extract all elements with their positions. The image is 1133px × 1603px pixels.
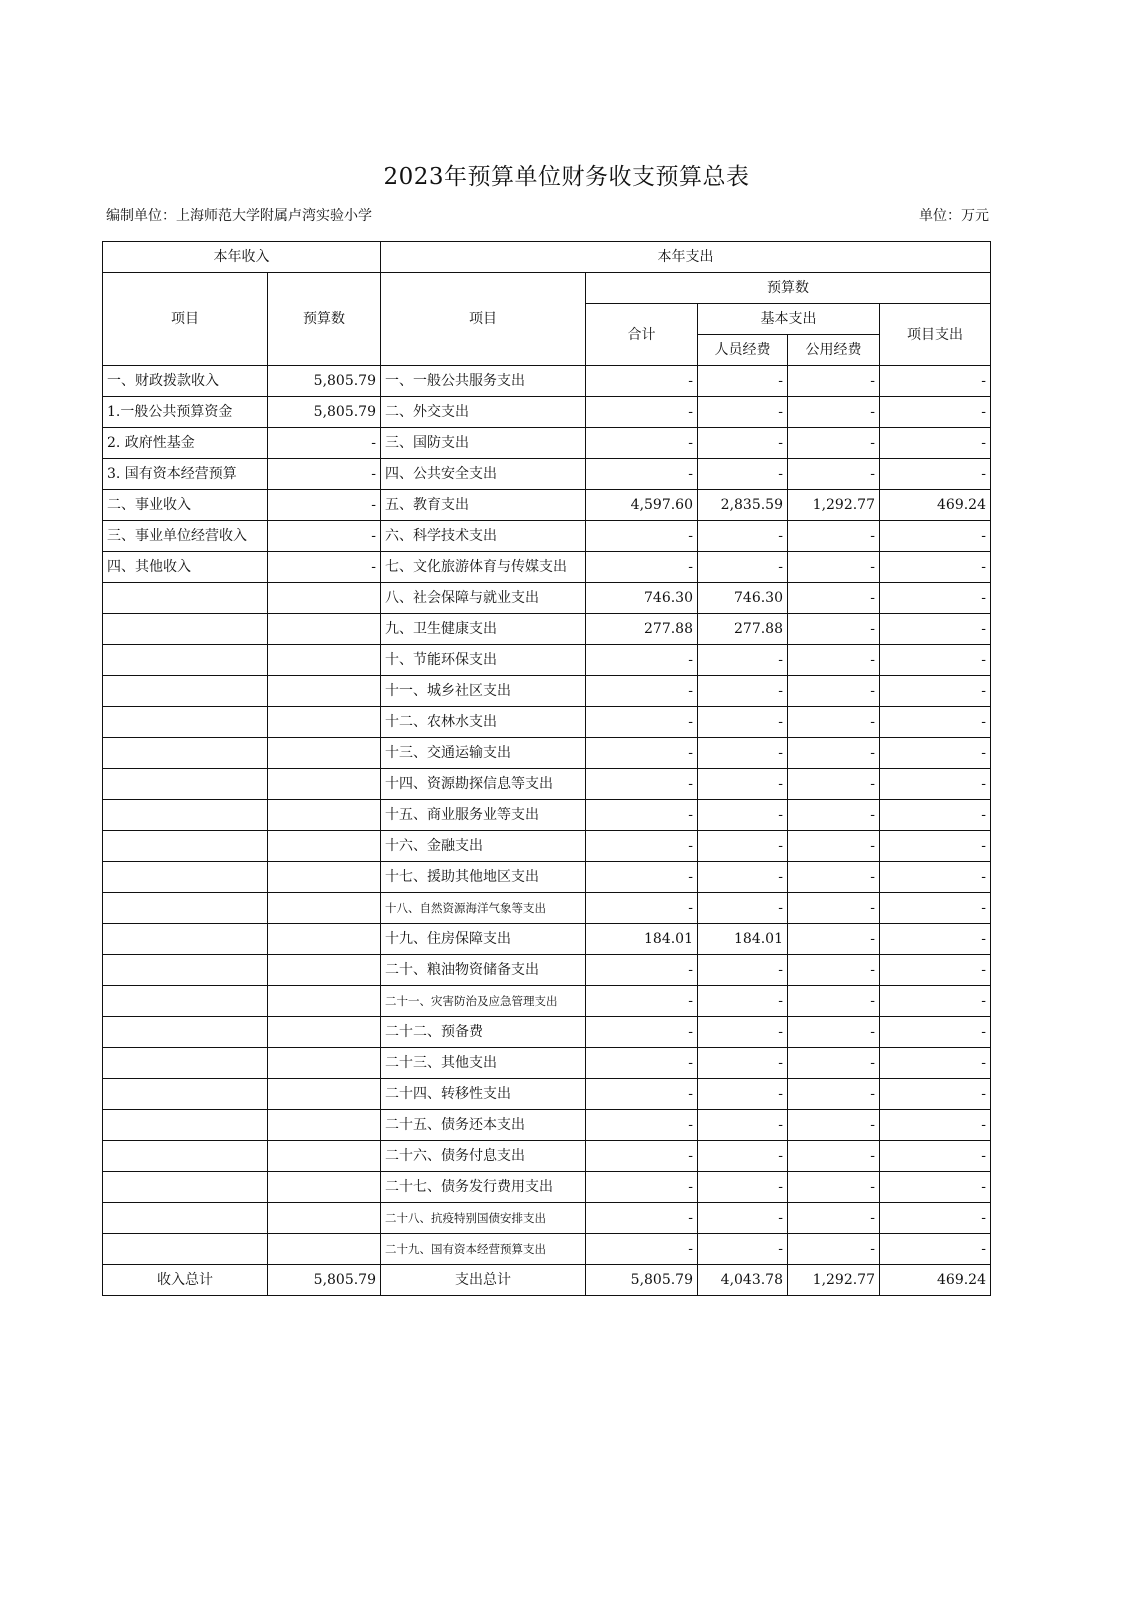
income-value-cell (268, 707, 381, 738)
personnel-cell: - (698, 521, 788, 552)
table-row (103, 366, 991, 397)
income-total-value: 5,805.79 (268, 1265, 381, 1296)
income-item-cell: 一、财政拨款收入 (103, 366, 268, 397)
table-row (103, 738, 991, 769)
total-cell: - (586, 893, 698, 924)
income-value-cell (268, 1234, 381, 1265)
income-item-cell (103, 893, 268, 924)
total-cell: 277.88 (586, 614, 698, 645)
total-cell: - (586, 1172, 698, 1203)
project-cell: - (880, 738, 991, 769)
project-cell: 469.24 (880, 490, 991, 521)
expense-item-cell: 十一、城乡社区支出 (381, 676, 586, 707)
income-value-cell (268, 1079, 381, 1110)
income-value-cell (268, 800, 381, 831)
public-cell: - (788, 862, 880, 893)
income-value-cell: - (268, 490, 381, 521)
income-total-label: 收入总计 (103, 1265, 268, 1296)
table-row (103, 614, 991, 645)
income-value-cell: 5,805.79 (268, 397, 381, 428)
total-cell: - (586, 1203, 698, 1234)
expense-item-cell: 十四、资源勘探信息等支出 (381, 769, 586, 800)
expense-total-value: 5,805.79 (586, 1265, 698, 1296)
income-item-cell (103, 800, 268, 831)
total-cell: - (586, 1234, 698, 1265)
currency-unit: 单位：万元 (919, 208, 989, 224)
personnel-cell: 2,835.59 (698, 490, 788, 521)
project-cell: - (880, 1048, 991, 1079)
table-row (103, 1141, 991, 1172)
project-cell: - (880, 986, 991, 1017)
project-cell: - (880, 459, 991, 490)
project-cell: - (880, 1141, 991, 1172)
personnel-cell: - (698, 1017, 788, 1048)
personnel-cell: - (698, 676, 788, 707)
expense-item-cell: 九、卫生健康支出 (381, 614, 586, 645)
public-cell: - (788, 1203, 880, 1234)
project-cell: - (880, 366, 991, 397)
income-value-cell (268, 738, 381, 769)
table-row (103, 986, 991, 1017)
total-cell: - (586, 428, 698, 459)
project-cell: - (880, 552, 991, 583)
income-budget-header: 预算数 (268, 273, 381, 366)
expense-item-cell: 三、国防支出 (381, 428, 586, 459)
income-value-cell (268, 986, 381, 1017)
table-row (103, 1234, 991, 1265)
personnel-cell: - (698, 707, 788, 738)
public-cell: - (788, 645, 880, 676)
total-cell: - (586, 707, 698, 738)
expense-item-cell: 一、一般公共服务支出 (381, 366, 586, 397)
personnel-cell: - (698, 1203, 788, 1234)
total-cell: - (586, 955, 698, 986)
expense-total-label: 支出总计 (381, 1265, 586, 1296)
total-cell: - (586, 552, 698, 583)
expense-item-cell: 二十四、转移性支出 (381, 1079, 586, 1110)
total-cell: - (586, 645, 698, 676)
page-title: 2023年预算单位财务收支预算总表 (383, 164, 750, 190)
personnel-cell: - (698, 986, 788, 1017)
personnel-cell: 277.88 (698, 614, 788, 645)
personnel-cell: - (698, 1079, 788, 1110)
budget-table (102, 241, 991, 1296)
table-row (103, 955, 991, 986)
total-cell: - (586, 1079, 698, 1110)
personnel-cell: - (698, 366, 788, 397)
table-row (103, 707, 991, 738)
income-item-cell: 二、事业收入 (103, 490, 268, 521)
project-cell: - (880, 862, 991, 893)
personnel-cell: - (698, 862, 788, 893)
table-row (103, 1172, 991, 1203)
income-item-cell: 三、事业单位经营收入 (103, 521, 268, 552)
personnel-cell: - (698, 893, 788, 924)
expense-item-cell: 七、文化旅游体育与传媒支出 (381, 552, 586, 583)
personnel-cell: - (698, 769, 788, 800)
project-cell: - (880, 676, 991, 707)
project-cell: - (880, 831, 991, 862)
table-row (103, 397, 991, 428)
table-row (103, 862, 991, 893)
total-cell: - (586, 1110, 698, 1141)
income-value-cell (268, 862, 381, 893)
total-cell: - (586, 769, 698, 800)
table-row (103, 1017, 991, 1048)
income-item-cell (103, 1110, 268, 1141)
public-cell: 1,292.77 (788, 490, 880, 521)
income-item-cell (103, 676, 268, 707)
income-value-cell (268, 893, 381, 924)
public-cell: - (788, 583, 880, 614)
public-cell: - (788, 428, 880, 459)
expense-item-cell: 二、外交支出 (381, 397, 586, 428)
table-row (103, 676, 991, 707)
public-cell: - (788, 614, 880, 645)
income-value-cell: - (268, 459, 381, 490)
public-cell: - (788, 397, 880, 428)
total-cell: - (586, 800, 698, 831)
personnel-cell: - (698, 552, 788, 583)
table-row (103, 490, 991, 521)
compiling-unit: 编制单位：上海师范大学附属卢湾实验小学 (106, 208, 372, 224)
personnel-cell: - (698, 1110, 788, 1141)
expense-item-cell: 八、社会保障与就业支出 (381, 583, 586, 614)
project-expense-header: 项目支出 (880, 304, 991, 366)
public-total-value: 1,292.77 (788, 1265, 880, 1296)
income-value-cell (268, 1048, 381, 1079)
income-item-cell (103, 769, 268, 800)
personnel-header: 人员经费 (698, 335, 788, 366)
personnel-cell: - (698, 955, 788, 986)
income-value-cell (268, 1172, 381, 1203)
project-cell: - (880, 614, 991, 645)
personnel-cell: - (698, 397, 788, 428)
personnel-cell: 746.30 (698, 583, 788, 614)
public-header: 公用经费 (788, 335, 880, 366)
income-item-cell (103, 583, 268, 614)
income-value-cell (268, 645, 381, 676)
total-cell: - (586, 738, 698, 769)
project-cell: - (880, 769, 991, 800)
expense-item-cell: 十五、商业服务业等支出 (381, 800, 586, 831)
public-cell: - (788, 521, 880, 552)
income-value-cell (268, 1110, 381, 1141)
personnel-cell: - (698, 738, 788, 769)
income-item-cell: 四、其他收入 (103, 552, 268, 583)
expense-item-cell: 十六、金融支出 (381, 831, 586, 862)
expense-item-cell: 十七、援助其他地区支出 (381, 862, 586, 893)
total-cell: - (586, 366, 698, 397)
public-cell: - (788, 1172, 880, 1203)
project-cell: - (880, 645, 991, 676)
budget-group-header: 预算数 (586, 273, 991, 304)
income-value-cell: - (268, 428, 381, 459)
total-cell: 746.30 (586, 583, 698, 614)
expense-item-cell: 十八、自然资源海洋气象等支出 (381, 893, 586, 924)
personnel-cell: - (698, 1234, 788, 1265)
expense-item-cell: 六、科学技术支出 (381, 521, 586, 552)
income-item-cell (103, 1234, 268, 1265)
income-value-cell (268, 1017, 381, 1048)
income-item-header: 项目 (103, 273, 268, 366)
table-row (103, 1079, 991, 1110)
table-row (103, 583, 991, 614)
income-item-cell (103, 831, 268, 862)
personnel-cell: - (698, 459, 788, 490)
table-row (103, 552, 991, 583)
income-value-cell: 5,805.79 (268, 366, 381, 397)
income-value-cell: - (268, 552, 381, 583)
income-item-cell (103, 1172, 268, 1203)
table-row (103, 1203, 991, 1234)
project-cell: - (880, 955, 991, 986)
project-cell: - (880, 1234, 991, 1265)
table-row (103, 800, 991, 831)
income-item-cell (103, 1017, 268, 1048)
income-item-cell (103, 614, 268, 645)
public-cell: - (788, 676, 880, 707)
personnel-cell: - (698, 800, 788, 831)
public-cell: - (788, 366, 880, 397)
project-cell: - (880, 1110, 991, 1141)
expense-item-cell: 二十七、债务发行费用支出 (381, 1172, 586, 1203)
project-cell: - (880, 397, 991, 428)
income-item-cell (103, 707, 268, 738)
personnel-cell: - (698, 831, 788, 862)
income-value-cell (268, 831, 381, 862)
table-row (103, 831, 991, 862)
total-cell: 184.01 (586, 924, 698, 955)
public-cell: - (788, 707, 880, 738)
project-cell: - (880, 1203, 991, 1234)
personnel-cell: - (698, 1048, 788, 1079)
income-item-cell (103, 1079, 268, 1110)
table-row (103, 1110, 991, 1141)
personnel-cell: - (698, 428, 788, 459)
public-cell: - (788, 459, 880, 490)
expense-item-cell: 二十二、预备费 (381, 1017, 586, 1048)
table-row (103, 521, 991, 552)
project-cell: - (880, 800, 991, 831)
project-cell: - (880, 583, 991, 614)
income-item-cell (103, 1048, 268, 1079)
public-cell: - (788, 955, 880, 986)
income-value-cell (268, 1203, 381, 1234)
total-cell: - (586, 1141, 698, 1172)
income-item-cell: 2. 政府性基金 (103, 428, 268, 459)
table-row (103, 924, 991, 955)
public-cell: - (788, 769, 880, 800)
total-cell: - (586, 831, 698, 862)
public-cell: - (788, 986, 880, 1017)
total-header: 合计 (586, 304, 698, 366)
income-value-cell (268, 769, 381, 800)
totals-row (103, 1265, 991, 1296)
expense-item-cell: 二十五、债务还本支出 (381, 1110, 586, 1141)
table-row (103, 1048, 991, 1079)
table-row (103, 428, 991, 459)
expense-item-cell: 二十六、债务付息支出 (381, 1141, 586, 1172)
expense-item-cell: 五、教育支出 (381, 490, 586, 521)
expense-item-cell: 二十八、抗疫特别国债安排支出 (381, 1203, 586, 1234)
income-item-cell: 3. 国有资本经营预算 (103, 459, 268, 490)
project-cell: - (880, 521, 991, 552)
public-cell: - (788, 831, 880, 862)
total-cell: - (586, 1017, 698, 1048)
income-item-cell (103, 955, 268, 986)
expense-item-cell: 二十一、灾害防治及应急管理支出 (381, 986, 586, 1017)
public-cell: - (788, 893, 880, 924)
income-item-cell (103, 862, 268, 893)
expense-item-cell: 十、节能环保支出 (381, 645, 586, 676)
project-cell: - (880, 428, 991, 459)
project-cell: - (880, 924, 991, 955)
public-cell: - (788, 1234, 880, 1265)
income-header: 本年收入 (103, 242, 381, 273)
table-row (103, 893, 991, 924)
expense-item-cell: 二十九、国有资本经营预算支出 (381, 1234, 586, 1265)
income-item-cell (103, 1141, 268, 1172)
basic-expense-header: 基本支出 (698, 304, 880, 335)
public-cell: - (788, 800, 880, 831)
total-cell: - (586, 1048, 698, 1079)
expense-item-cell: 十三、交通运输支出 (381, 738, 586, 769)
income-item-cell: 1.一般公共预算资金 (103, 397, 268, 428)
expense-item-cell: 二十、粮油物资储备支出 (381, 955, 586, 986)
table-row (103, 459, 991, 490)
personnel-cell: - (698, 645, 788, 676)
expense-item-cell: 十九、住房保障支出 (381, 924, 586, 955)
total-cell: - (586, 862, 698, 893)
income-value-cell (268, 583, 381, 614)
income-value-cell (268, 924, 381, 955)
total-cell: - (586, 521, 698, 552)
project-cell: - (880, 1079, 991, 1110)
total-cell: - (586, 986, 698, 1017)
public-cell: - (788, 1017, 880, 1048)
expense-header: 本年支出 (381, 242, 991, 273)
income-value-cell (268, 1141, 381, 1172)
personnel-cell: 184.01 (698, 924, 788, 955)
project-cell: - (880, 1172, 991, 1203)
total-cell: 4,597.60 (586, 490, 698, 521)
income-value-cell: - (268, 521, 381, 552)
expense-item-cell: 十二、农林水支出 (381, 707, 586, 738)
project-cell: - (880, 1017, 991, 1048)
personnel-total-value: 4,043.78 (698, 1265, 788, 1296)
total-cell: - (586, 397, 698, 428)
expense-item-header: 项目 (381, 273, 586, 366)
public-cell: - (788, 1110, 880, 1141)
table-row (103, 769, 991, 800)
income-item-cell (103, 738, 268, 769)
public-cell: - (788, 552, 880, 583)
public-cell: - (788, 1141, 880, 1172)
project-cell: - (880, 893, 991, 924)
income-value-cell (268, 614, 381, 645)
personnel-cell: - (698, 1141, 788, 1172)
project-total-value: 469.24 (880, 1265, 991, 1296)
income-item-cell (103, 645, 268, 676)
income-item-cell (103, 1203, 268, 1234)
income-item-cell (103, 986, 268, 1017)
income-value-cell (268, 676, 381, 707)
total-cell: - (586, 676, 698, 707)
public-cell: - (788, 924, 880, 955)
public-cell: - (788, 1079, 880, 1110)
income-value-cell (268, 955, 381, 986)
total-cell: - (586, 459, 698, 490)
public-cell: - (788, 738, 880, 769)
public-cell: - (788, 1048, 880, 1079)
expense-item-cell: 四、公共安全支出 (381, 459, 586, 490)
personnel-cell: - (698, 1172, 788, 1203)
expense-item-cell: 二十三、其他支出 (381, 1048, 586, 1079)
project-cell: - (880, 707, 991, 738)
table-row (103, 645, 991, 676)
income-item-cell (103, 924, 268, 955)
